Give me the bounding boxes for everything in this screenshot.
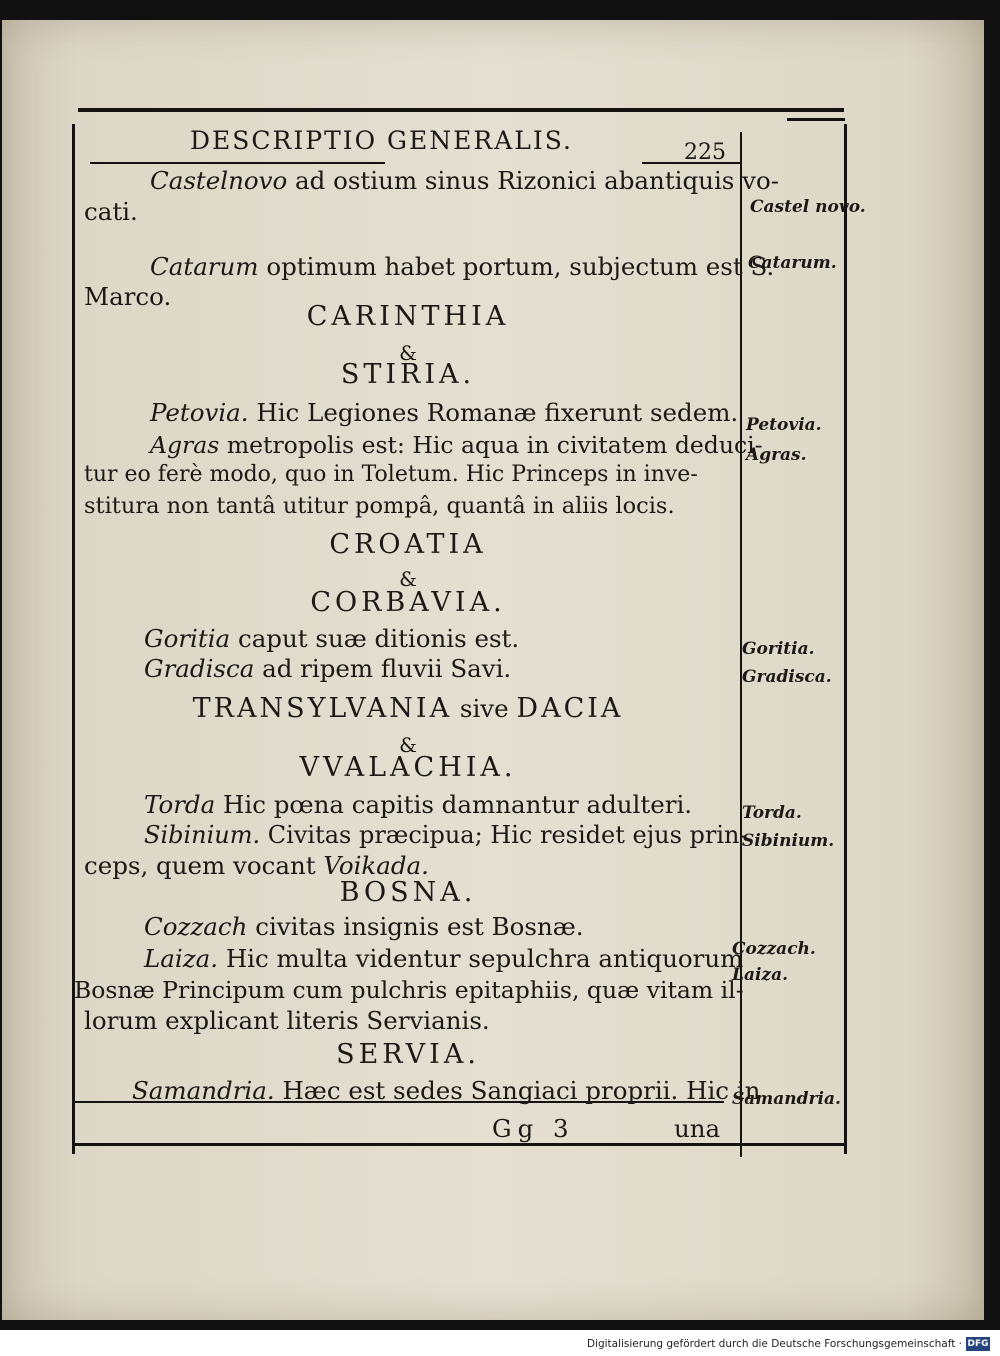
paragraph-text: Civitas præcipua; Hic residet ejus prin- — [267, 821, 748, 849]
margin-note: Sibinium. — [742, 831, 835, 851]
place-name: Sibinium. — [144, 821, 261, 849]
paragraph-text: ceps, quem vocant — [84, 851, 316, 880]
frame-right-outer — [844, 124, 847, 1154]
paragraph-petovia — [150, 398, 738, 428]
margin-note: Catarum. — [748, 253, 837, 273]
section-heading: BOSNA. — [339, 877, 477, 908]
paragraph-text: civitas insignis est Bosnæ. — [255, 912, 584, 941]
paragraph-line: Bosnæ Principum cum pulchris epitaphiis, quæ vitam il- — [74, 976, 744, 1004]
page-number: 225 — [684, 140, 726, 165]
place-name: Petovia. — [150, 398, 249, 427]
section-heading: CORBAVIA. — [310, 587, 506, 618]
ampersand: & — [399, 567, 417, 591]
margin-note: Petovia. — [746, 415, 822, 435]
paragraph-sibinium — [144, 820, 748, 850]
catchword: una — [674, 1114, 721, 1143]
paragraph-text: optimum habet portum, subjectum est S. — [266, 252, 775, 281]
paragraph-text: Hic pœna capitis damnantur adulteri. — [223, 790, 693, 819]
paragraph-text: Hæc est sedes Sangiaci proprii. Hic in — [282, 1076, 761, 1105]
heading-part: TRANSYLVANIA — [192, 693, 453, 724]
paragraph-agras — [150, 430, 763, 460]
place-name: Castelnovo — [150, 166, 288, 195]
margin-note: Agras. — [746, 445, 807, 465]
paragraph-catarum — [150, 252, 774, 282]
heading-part: sive — [459, 694, 509, 723]
place-name: Catarum — [150, 252, 259, 281]
paragraph-text: ad ostium sinus Rizonici abantiquis vo- — [295, 166, 780, 195]
section-heading: SERVIA. — [336, 1039, 480, 1070]
margin-note: Torda. — [742, 803, 802, 823]
paragraph-text: Hic multa videntur sepulchra antiquorum — [225, 944, 744, 973]
dfg-logo-icon: DFG — [967, 1339, 989, 1349]
paragraph-line: cati. — [84, 197, 138, 226]
paragraph-line: stitura non tantâ utitur pompâ, quantâ in aliis locis. — [84, 493, 675, 519]
paragraph-text: ad ripem fluvii Savi. — [262, 654, 512, 683]
running-head-title: DESCRIPTIO GENERALIS. — [190, 126, 573, 155]
paragraph-text: metropolis est: Hic aqua in civitatem deduci- — [226, 431, 763, 459]
margin-note: Goritia. — [742, 639, 815, 659]
top-rule — [78, 108, 844, 112]
paragraph-cozzach — [144, 912, 584, 942]
person-name: Voikada. — [323, 851, 429, 880]
place-name: Gradisca — [144, 654, 255, 683]
paragraph-castelnovo — [150, 166, 779, 196]
signature-mark: Gg 3 — [492, 1114, 575, 1143]
section-heading-transylvania — [84, 694, 732, 724]
margin-note: Castel novo. — [750, 197, 866, 217]
margin-note: Laiza. — [732, 965, 789, 985]
section-heading: VVALACHIA. — [299, 752, 517, 783]
top-rule-right — [787, 118, 845, 121]
paragraph-text: caput suæ ditionis est. — [237, 624, 520, 653]
book-page — [2, 20, 984, 1320]
section-heading: CROATIA — [329, 529, 487, 560]
place-name: Goritia — [144, 624, 231, 653]
paragraph-line: tur eo ferè modo, quo in Toletum. Hic Princeps in inve- — [84, 462, 698, 487]
paragraph-text: Hic Legiones Romanæ fixerunt sedem. — [256, 398, 739, 427]
place-name: Cozzach — [144, 912, 248, 941]
heading-part: DACIA — [516, 693, 624, 724]
paragraph-line: Marco. — [84, 282, 172, 311]
paragraph-gradisca — [144, 654, 511, 684]
paragraph-goritia — [144, 624, 519, 654]
section-heading: STIRIA. — [340, 359, 476, 390]
place-name: Agras — [150, 431, 220, 459]
paragraph-torda — [144, 790, 692, 820]
place-name: Torda — [144, 790, 216, 819]
place-name: Samandria. — [132, 1076, 275, 1105]
place-name: Laiza. — [144, 944, 219, 973]
margin-note: Samandria. — [732, 1089, 841, 1109]
paragraph-laiza — [144, 944, 743, 974]
paragraph-line: lorum explicant literis Servianis. — [84, 1006, 490, 1035]
credit-text: Digitalisierung gefördert durch die Deutsche Forschungsgemeinschaft · — [586, 1338, 962, 1350]
margin-note: Cozzach. — [732, 939, 816, 959]
head-underline — [90, 162, 385, 164]
margin-note: Gradisca. — [742, 667, 832, 687]
section-heading: CARINTHIA — [306, 301, 510, 332]
paragraph-samandria — [132, 1076, 760, 1106]
ampersand: & — [399, 341, 417, 365]
base-rule — [74, 1143, 846, 1146]
ampersand: & — [399, 733, 417, 757]
